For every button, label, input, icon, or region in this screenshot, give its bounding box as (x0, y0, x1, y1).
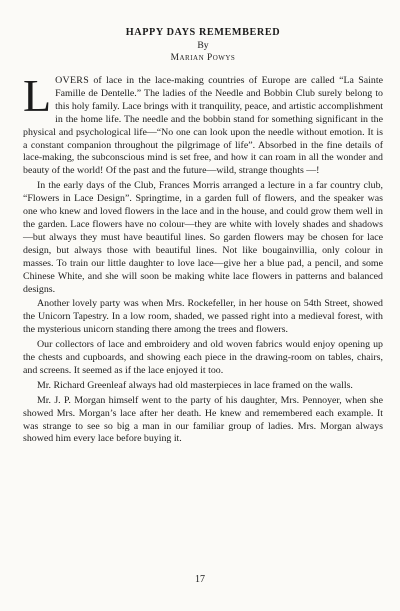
article-title: HAPPY DAYS REMEMBERED (125, 27, 281, 38)
page-number: 17 (195, 574, 205, 585)
paragraph-1-text: of lace in the lace-making countries of Europe are called “La Sainte Famille de Dentelle.” The ladies of the Needle and Bobbin Club surely belong to this holy family. Lace brings with it tranquility, peace, and artistic accomplishment in the home life. The needle and the bobbin stand for something significant in the physical and psychological life—“No one can look upon the needle without emotion. It is a constant companion throughout the pilgrimage of life”. Absorbed in the fine details of lace-making, the subconscious mind is set free, and how it can roam in all the wonder and beauty of the world! Of the past and the future—wild, strange thoughts —! (23, 75, 383, 177)
paragraph-6: Mr. J. P. Morgan himself went to the party of his daughter, Mrs. Pennoyer, when she showed Mrs. Morgan’s lace after her death. He knew and remembered each example. It was strange to see so big a man in our familiar group of ladies. Mrs. Morgan always showed him every lace before buying it. (23, 394, 383, 445)
author-name: Marian Powys (170, 53, 236, 63)
drop-cap: L (23, 70, 52, 121)
article-body (23, 70, 383, 446)
paragraph-2: In the early days of the Club, Frances Morris arranged a lecture in a far country club, “Flowers in Lace Design”. Springtime, in a garden full of flowers, and the speaker was one who knew and loved flowers in the lace and in the house, and could grow them well in the garden. Lace flowers have no colour—they are white with lovely shades and shadows—but always they must have beautiful lines. So garden flowers may be chosen for lace design, but always those with beautiful lines. Not like bougainvillia, only colour in masses. To train our little daughter to love lace—give her a blue pad, a pencil, and some Chinese White, and she will soon be making white lace flowers in patterns and balanced designs. (23, 180, 383, 295)
lead-small-caps: OVERS (55, 75, 89, 86)
paragraph-5: Mr. Richard Greenleaf always had old masterpieces in lace framed on the walls. (37, 379, 353, 391)
paragraph-3: Another lovely party was when Mrs. Rockefeller, in her house on 54th Street, showed the Unicorn Tapestry. In a low room, shaded, we passed right into a medieval forest, with the mysterious unicorn standing there among the trees and flowers. (23, 298, 383, 336)
paragraph-4: Our collectors of lace and embroidery and old woven fabrics would enjoy opening up the chests and cupboards, and showing each piece in the drawing-room on tables, chairs, and screens. It seemed as if the lace enjoyed it too. (23, 339, 383, 376)
byline-by: By (197, 40, 209, 51)
paragraph-1 (23, 70, 383, 178)
